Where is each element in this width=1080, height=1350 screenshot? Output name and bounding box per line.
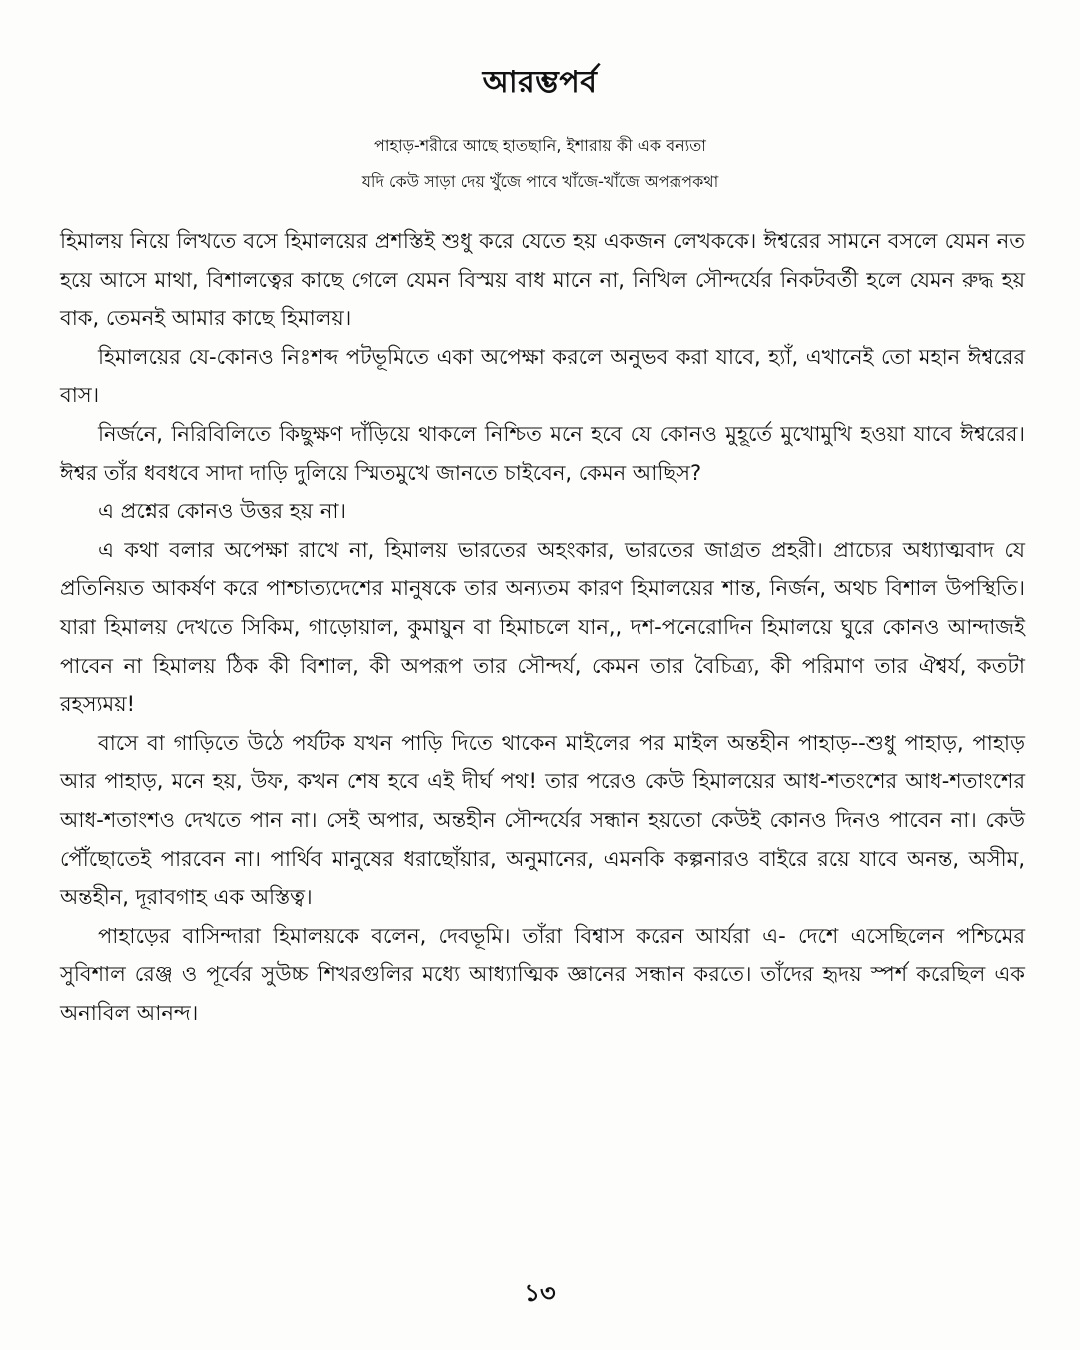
epigraph-line: পাহাড়-শরীরে আছে হাতছানি, ইশারায় কী এক বন্যতা bbox=[374, 136, 706, 155]
paragraph: পাহাড়ের বাসিন্দারা হিমালয়কে বলেন, দেবভূমি। তাঁরা বিশ্বাস করেন আর্যরা এ- দেশে এসেছিলেন পশ্চিমের সুবিশাল রেঞ্জ ও পূর্বের সুউচ্চ শিখরগুলির মধ্যে আধ্যাত্মিক জ্ঞানের সন্ধান করতে। তাঁদের হৃদয় স্পর্শ করেছিল এক অনাবিল আনন্দ। bbox=[60, 923, 1025, 1025]
body-text bbox=[60, 222, 1025, 1032]
paragraph: হিমালয় নিয়ে লিখতে বসে হিমালয়ের প্রশস্তিই শুধু করে যেতে হয় একজন লেখককে। ঈশ্বরের সামনে বসলে যেমন নত হয়ে আসে মাথা, বিশালত্বের কাছে গেলে যেমন বিস্ময় বাধ মানে না, নিখিল সৌন্দর্যের নিকটবর্তী হলে যেমন রুদ্ধ হয় বাক, তেমনই আমার কাছে হিমালয়। bbox=[60, 229, 1025, 331]
paragraph: এ প্রশ্নের কোনও উত্তর হয় না। bbox=[98, 499, 346, 524]
paragraph: নির্জনে, নিরিবিলিতে কিছুক্ষণ দাঁড়িয়ে থাকলে নিশ্চিত মনে হবে যে কোনও মুহূর্তে মুখোমুখি হওয়া যাবে ঈশ্বরের। ঈশ্বর তাঁর ধবধবে সাদা দাড়ি দুলিয়ে স্মিতমুখে জানতে চাইবেন, কেমন আছিস? bbox=[60, 421, 1025, 485]
epigraph bbox=[0, 128, 1080, 200]
page-number: ১৩ bbox=[524, 1279, 556, 1307]
epigraph-line: যদি কেউ সাড়া দেয় খুঁজে পাবে খাঁজে-খাঁজে অপরূপকথা bbox=[361, 172, 719, 191]
paragraph: বাসে বা গাড়িতে উঠে পর্যটক যখন পাড়ি দিতে থাকেন মাইলের পর মাইল অন্তহীন পাহাড়--শুধু পাহাড়, পাহাড় আর পাহাড়, মনে হয়, উফ, কখন শেষ হবে এই দীর্ঘ পথ! তার পরেও কেউ হিমালয়ের আধ-শতংশের আধ-শতাংশের আধ-শতাংশও দেখতে পান না। সেই অপার, অন্তহীন সৌন্দর্যের সন্ধান হয়তো কেউই কোনও দিনও পাবেন না। কেউ পৌঁছোতেই পারবেন না। পার্থিব মানুষের ধরাছোঁয়ার, অনুমানের, এমনকি কল্পনারও বাইরে রয়ে যাবে অনন্ত, অসীম, অন্তহীন, দূরাবগাহ এক অস্তিত্ব। bbox=[60, 730, 1025, 910]
paragraph: হিমালয়ের যে-কোনও নিঃশব্দ পটভূমিতে একা অপেক্ষা করলে অনুভব করা যাবে, হ্যাঁ, এখানেই তো মহান ঈশ্বরের বাস। bbox=[60, 344, 1025, 408]
paragraph: এ কথা বলার অপেক্ষা রাখে না, হিমালয় ভারতের অহংকার, ভারতের জাগ্রত প্রহরী। প্রাচ্যের অধ্যাত্মবাদ যে প্রতিনিয়ত আকর্ষণ করে পাশ্চাত্যদেশের মানুষকে তার অন্যতম কারণ হিমালয়ের শান্ত, নির্জন, অথচ বিশাল উপস্থিতি। যারা হিমালয় দেখতে সিকিম, গাড়োয়াল, কুমায়ুন বা হিমাচলে যান,, দশ-পনেরোদিন হিমালয়ে ঘুরে কোনও আন্দাজই পাবেন না হিমালয় ঠিক কী বিশাল, কী অপরূপ তার সৌন্দর্য, কেমন তার বৈচিত্র্য, কী পরিমাণ তার ঐশ্বর্য, কতটা রহস্যময়! bbox=[60, 537, 1025, 717]
chapter-title: আরম্ভপর্ব bbox=[482, 65, 598, 100]
